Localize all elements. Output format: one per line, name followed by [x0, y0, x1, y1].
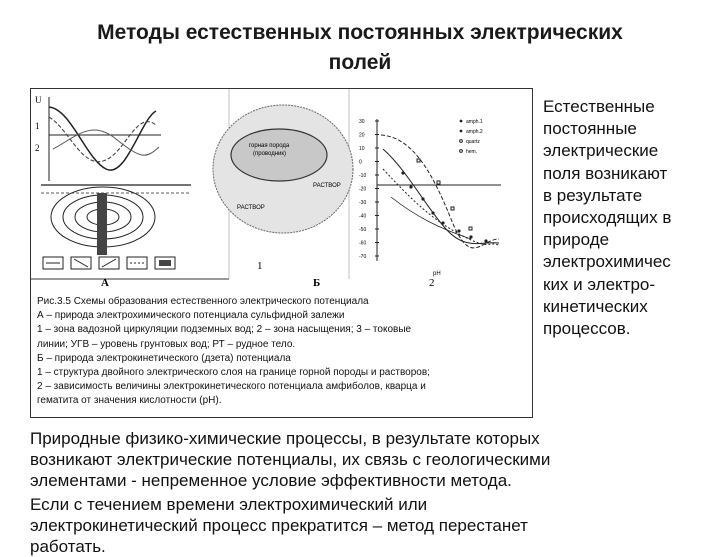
side-line: происходящих в: [543, 208, 672, 228]
caption-line: 1 – зона вадозной циркуляции подземных вод; 2 – зона насыщения; 3 – токовые: [37, 324, 412, 336]
caption-line: 2 – зависимость величины электрокинетического потенциала амфиболов, кварца и: [37, 381, 426, 393]
paragraph-line: работать.: [30, 537, 106, 556]
chart-y-tick: 20: [359, 132, 365, 139]
panel-a-letter: U: [35, 95, 42, 105]
panel-a-label: А: [101, 277, 109, 289]
oval-text: (проводник): [253, 151, 287, 157]
side-line: кинетических: [543, 296, 648, 316]
paragraph-line: электрокинетический процесс прекратится – метод перестанет: [30, 516, 528, 535]
double-layer-diagram: [213, 105, 353, 289]
title-line: полей: [328, 51, 392, 74]
chart-y-tick: -30: [359, 200, 367, 206]
panel-a-letter: 1: [35, 121, 40, 131]
caption-line: А – природа электрохимического потенциала сульфидной залежи: [37, 310, 345, 322]
caption-line: линии; УГВ – уровень грунтовых вод; РТ – рудное тело.: [37, 338, 296, 350]
caption-line: гематита от значения кислотности (pH).: [37, 395, 222, 407]
side-line: ких и электро-: [543, 274, 656, 294]
side-line: электрические: [543, 141, 659, 161]
chart-y-tick: -70: [359, 254, 367, 260]
side-line: постоянные: [543, 119, 637, 139]
side-line: электрохимичес: [543, 252, 671, 272]
chart-axis-label: pH: [433, 271, 441, 277]
side-line: природе: [543, 230, 610, 250]
side-line: процессов.: [543, 319, 631, 339]
chart-y-tick: 0: [359, 159, 362, 166]
chart-y-tick: -20: [359, 186, 367, 193]
paragraph-line: возникают электрические потенциалы, их связь с геологическими: [30, 450, 551, 469]
chart-legend-item: amph.2: [466, 129, 483, 135]
figure-label-2: 2: [429, 277, 435, 289]
paragraph-method-stops: [30, 494, 710, 557]
chart-y-tick: -60: [359, 240, 367, 247]
paragraph-processes: [30, 428, 710, 491]
chart-y-tick: 30: [359, 119, 365, 125]
chart-y-tick: -10: [359, 173, 367, 179]
paragraph-line: элементами - непременное условие эффективности метода.: [30, 471, 512, 490]
caption-line: Б – природа электрокинетического (дзета) потенциала: [37, 352, 291, 364]
chart-y-tick: 10: [359, 146, 365, 152]
paragraph-line: Если с течением времени электрохимический или: [30, 495, 428, 514]
figure-panel: [30, 88, 533, 418]
chart-y-tick: -50: [359, 227, 367, 233]
side-line: в результате: [543, 185, 643, 205]
figure-label-1: 1: [257, 260, 263, 272]
oval-text: РАСТВОР: [313, 183, 341, 189]
paragraph-line: Природные физико-химические процессы, в результате которых: [30, 429, 540, 448]
oval-text: РАСТВОР: [237, 205, 265, 211]
ph-chart: [359, 119, 501, 289]
chart-legend-item: quartz: [466, 139, 480, 145]
caption-line: Рис.3.5 Схемы образования естественного электрического потенциала: [37, 296, 369, 307]
side-line: Естественные: [543, 97, 655, 116]
caption-line: 1 – структура двойного электрического слоя на границе горной породы и растворов;: [37, 367, 430, 379]
slide-title: [40, 18, 680, 78]
panel-b-label: Б: [313, 277, 321, 289]
chart-legend-item: hem.: [466, 149, 478, 155]
side-line: поля возникают: [543, 163, 668, 183]
title-line: Методы естественных постоянных электрических: [97, 21, 623, 44]
chart-y-tick: -40: [359, 213, 367, 220]
chart-legend-item: amph.1: [466, 119, 483, 125]
side-description: [543, 96, 715, 340]
figure-caption: [37, 295, 527, 409]
oval-text: горная порода: [249, 143, 290, 149]
panel-a-letter: 2: [35, 143, 40, 153]
